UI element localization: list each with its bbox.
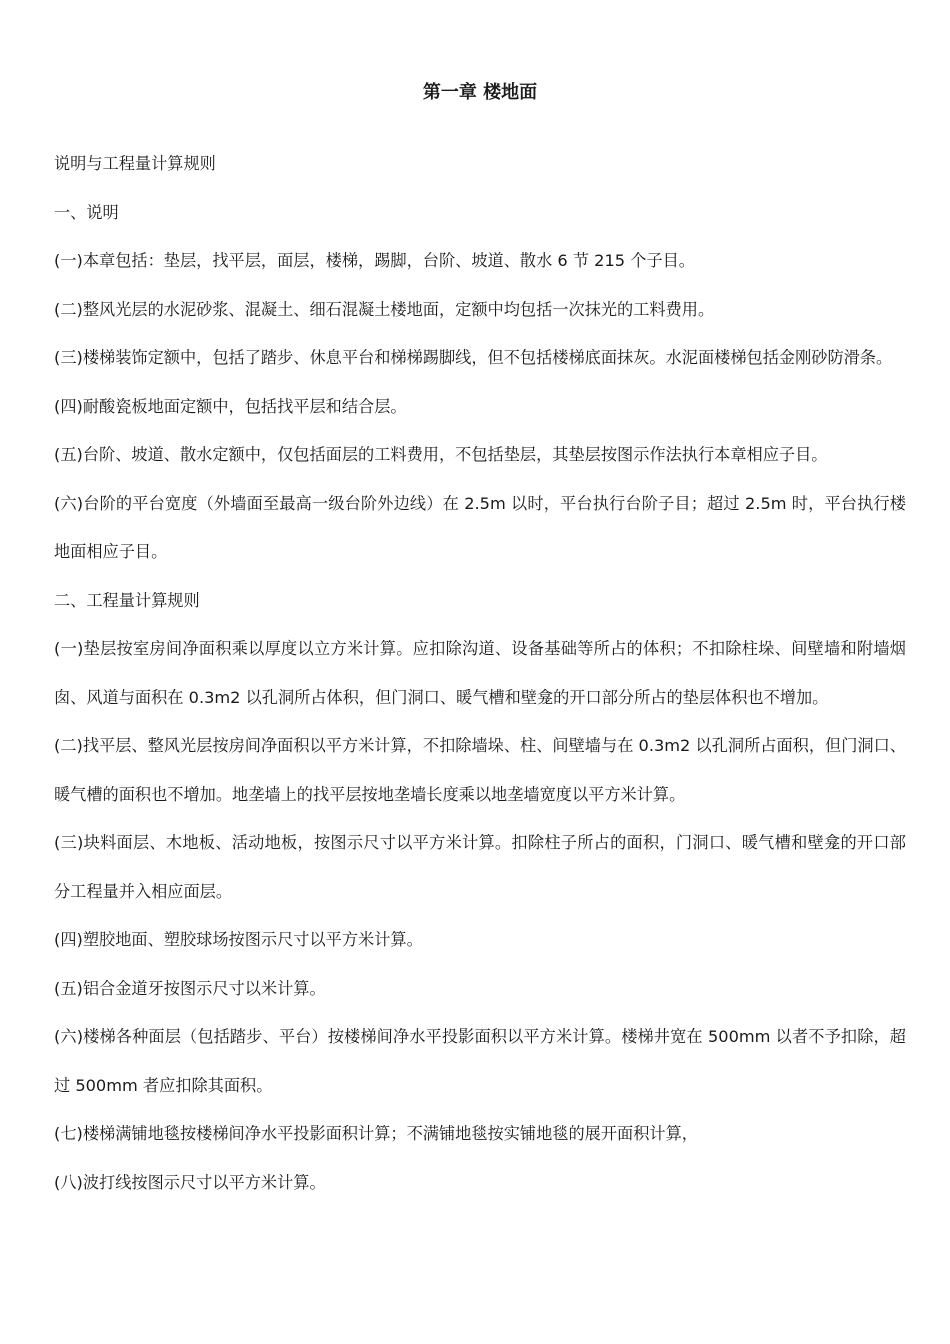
rule-item-1: (一)垫层按室房间净面积乘以厚度以立方米计算。应扣除沟道、设备基础等所占的体积；不扣除柱垛、间壁墙和附墙烟囱、风道与面积在 0.3m2 以孔洞所占体积，但门洞口、暖气槽和壁龛的开口部分所占的垫层体积也不增加。 [54,639,906,707]
rule-item-5: (五)铝合金道牙按图示尺寸以米计算。 [54,978,326,998]
section-heading-rules: 说明与工程量计算规则 [54,154,216,173]
rule-item-4: (四)塑胶地面、塑胶球场按图示尺寸以平方米计算。 [54,930,423,949]
rule-item-3: (三)块料面层、木地板、活动地板，按图示尺寸以平方米计算。扣除柱子所占的面积，门洞口、暖气槽和壁龛的开口部分工程量并入相应面层。 [54,833,906,901]
explanation-item-1: (一)本章包括：垫层，找平层，面层，楼梯，踢脚，台阶、坡道、散水 6 节 215 个子目。 [54,251,695,270]
rule-item-8: (八)波打线按图示尺寸以平方米计算。 [54,1172,326,1192]
explanation-item-4: (四)耐酸瓷板地面定额中，包括找平层和结合层。 [54,396,407,416]
subsection-heading-calculation-rules: 二、工程量计算规则 [54,590,200,610]
chapter-title: 第一章 楼地面 [422,82,538,103]
explanation-item-3: (三)楼梯装饰定额中，包括了踏步、休息平台和梯梯踢脚线，但不包括楼梯底面抹灰。水泥面楼梯包括金刚砂防滑条。 [54,348,893,367]
rule-item-6: (六)楼梯各种面层（包括踏步、平台）按楼梯间净水平投影面积以平方米计算。楼梯井宽在 500mm 以者不予扣除，超过 500mm 者应扣除其面积。 [54,1027,906,1095]
rule-item-2: (二)找平层、整风光层按房间净面积以平方米计算，不扣除墙垛、柱、间壁墙与在 0.3m2 以孔洞所占面积，但门洞口、暖气槽的面积也不增加。地垄墙上的找平层按地垄墙长度乘以地垄墙宽度以平方米计算。 [54,736,906,804]
document-body [54,140,906,1207]
rule-item-7: (七)楼梯满铺地毯按楼梯间净水平投影面积计算；不满铺地毯按实铺地毯的展开面积计算， [54,1124,698,1143]
explanation-item-5: (五)台阶、坡道、散水定额中，仅包括面层的工料费用，不包括垫层，其垫层按图示作法执行本章相应子目。 [54,445,828,464]
explanation-item-2: (二)整风光层的水泥砂浆、混凝土、细石混凝土楼地面，定额中均包括一次抹光的工料费用。 [54,299,715,319]
subsection-heading-explanation: 一、说明 [54,202,119,222]
explanation-item-6: (六)台阶的平台宽度（外墙面至最高一级台阶外边线）在 2.5m 以时，平台执行台阶子目；超过 2.5m 时，平台执行楼地面相应子目。 [54,493,906,561]
